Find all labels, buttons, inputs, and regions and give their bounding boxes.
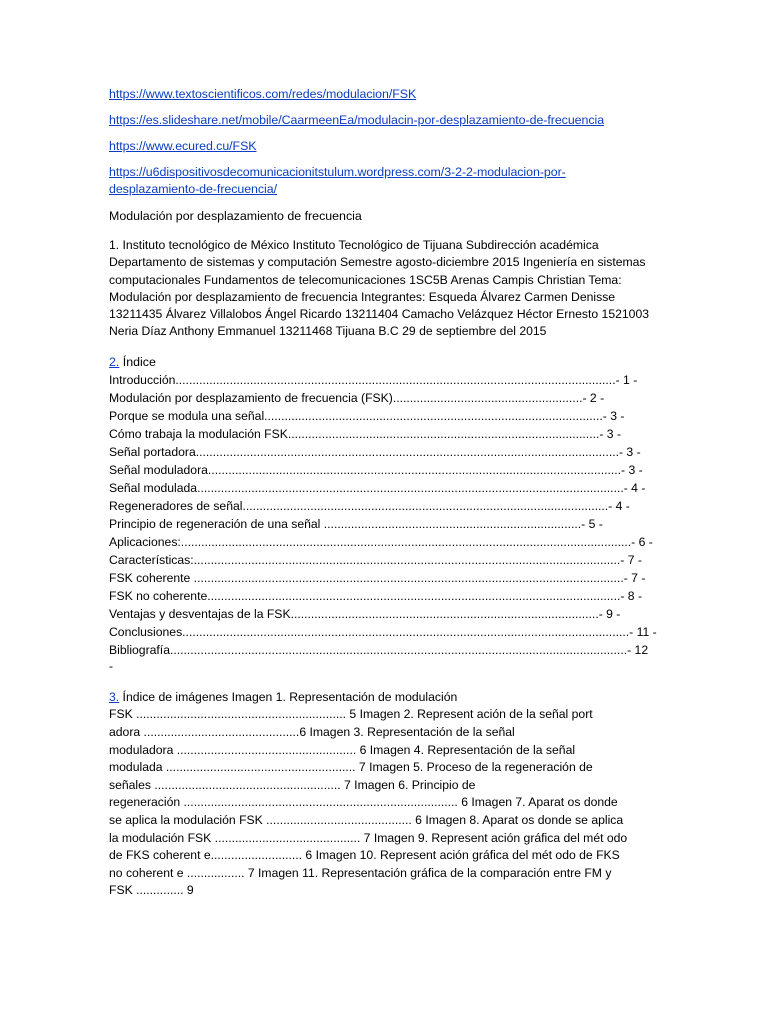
image-index-line: FSK .............................................................. 5 Imagen 2. Represent ación de la señal port (109, 707, 593, 722)
reference-link-textoscientificos[interactable]: https://www.textoscientificos.com/redes/modulacion/FSK (109, 87, 417, 101)
toc-entry: FSK coherente ...............................................................................................................................- 7 - (109, 570, 646, 585)
reference-link-wordpress-line2[interactable]: desplazamiento-de-frecuencia/ (109, 182, 277, 196)
image-index-line: señales ....................................................... 7 Imagen 6. Principio de (109, 777, 476, 792)
intro-paragraph: 1. Instituto tecnológico de México Instituto Tecnológico de Tijuana Subdirección académica Departamento de sistemas y computación Semestre agosto-diciembre 2015 Ingeniería en sistemas computacionales Fundamentos de telecomunicaciones 1SC5B Arenas Campis Christian Tema: Modulación por desplazamiento de frecuencia Integrantes: Esqueda Álvarez Carmen Denisse 13211435 Álvarez Villalobos Ángel Ricardo 13211404 Camacho Velázquez Héctor Ernesto 1521003 Neria Díaz Anthony Emmanuel 13211468 Tijuana B.C 29 de septiembre del 2015 (109, 238, 649, 339)
image-index-heading-text: Índice de imágenes Imagen 1. Representación de modulación (119, 689, 458, 704)
toc-tail-dash: - (109, 658, 114, 673)
image-index-line: se aplica la modulación FSK ........................................... 6 Imagen 8. Aparat os donde se aplica (109, 812, 624, 827)
reference-link-slideshare[interactable]: https://es.slideshare.net/mobile/CaarmeenEa/modulacin-por-desplazamiento-de-frecuencia (109, 113, 605, 127)
image-index-line: no coherent e ................. 7 Imagen 11. Representación gráfica de la comparación entre FM y (109, 865, 612, 880)
toc-entry: Cómo trabaja la modulación FSK............................................................................................- 3 - (109, 426, 622, 441)
toc-entry: Regeneradores de señal............................................................................................................- 4 - (109, 498, 630, 513)
image-index-line (109, 689, 669, 707)
image-index-line: regeneración ................................................................................. 6 Imagen 7. Aparat os donde (109, 795, 618, 810)
document-title: Modulación por desplazamiento de frecuencia (109, 209, 362, 223)
toc-entry: FSK no coherente..........................................................................................................................- 8 - (109, 588, 643, 603)
toc-entry: Señal portadora.............................................................................................................................- 3 - (109, 444, 641, 459)
toc-entry: Conclusiones....................................................................................................................................- 11 - (109, 624, 657, 639)
toc-entry: Características:..............................................................................................................................- 7 - (109, 552, 642, 567)
toc-entry: Modulación por desplazamiento de frecuencia (FSK)........................................................- 2 - (109, 390, 605, 405)
toc-entry: Ventajas y desventajas de la FSK...........................................................................................- 9 - (109, 606, 621, 621)
toc-entry: Introducción..................................................................................................................................- 1 - (109, 372, 638, 387)
image-index-line: moduladora ..................................................... 6 Imagen 4. Representación de la señal (109, 742, 576, 757)
toc-entry: Bibliografía.......................................................................................................................................- 12 (109, 642, 649, 657)
image-index-line: FSK .............. 9 (109, 883, 194, 898)
image-index-line: de FKS coherent e........................... 6 Imagen 10. Represent ación gráfica del mét odo de FKS (109, 848, 620, 863)
toc-entry: Aplicaciones:.....................................................................................................................................- 6 - (109, 534, 653, 549)
toc-entry: Porque se modula una señal....................................................................................................- 3 - (109, 408, 625, 423)
index-number-link[interactable]: 2. (109, 354, 120, 369)
image-index-number-link[interactable]: 3. (109, 689, 120, 704)
toc-entry: Señal modulada..............................................................................................................................- 4 - (109, 480, 646, 495)
reference-link-wordpress-line1[interactable]: https://u6dispositivosdecomunicacionitstulum.wordpress.com/3-2-2-modulacion-por- (109, 165, 566, 179)
document-body (109, 86, 669, 900)
image-index-line: adora ..............................................6 Imagen 3. Representación de la señal (109, 724, 515, 739)
reference-link-ecured[interactable]: https://www.ecured.cu/FSK (109, 139, 257, 153)
index-heading-text: Índice (119, 354, 156, 369)
image-index-line: la modulación FSK ........................................... 7 Imagen 9. Represent ación gráfica del mét odo (109, 830, 628, 845)
reference-link-wordpress[interactable] (109, 164, 669, 198)
index-heading (109, 353, 669, 371)
image-index-line: modulada ........................................................ 7 Imagen 5. Proceso de la regeneración de (109, 760, 593, 775)
table-of-contents (109, 371, 669, 673)
toc-entry: Principio de regeneración de una señal ............................................................................- 5 - (109, 516, 603, 531)
image-index (109, 689, 669, 900)
toc-entry: Señal moduladora..........................................................................................................................- 3 - (109, 462, 643, 477)
